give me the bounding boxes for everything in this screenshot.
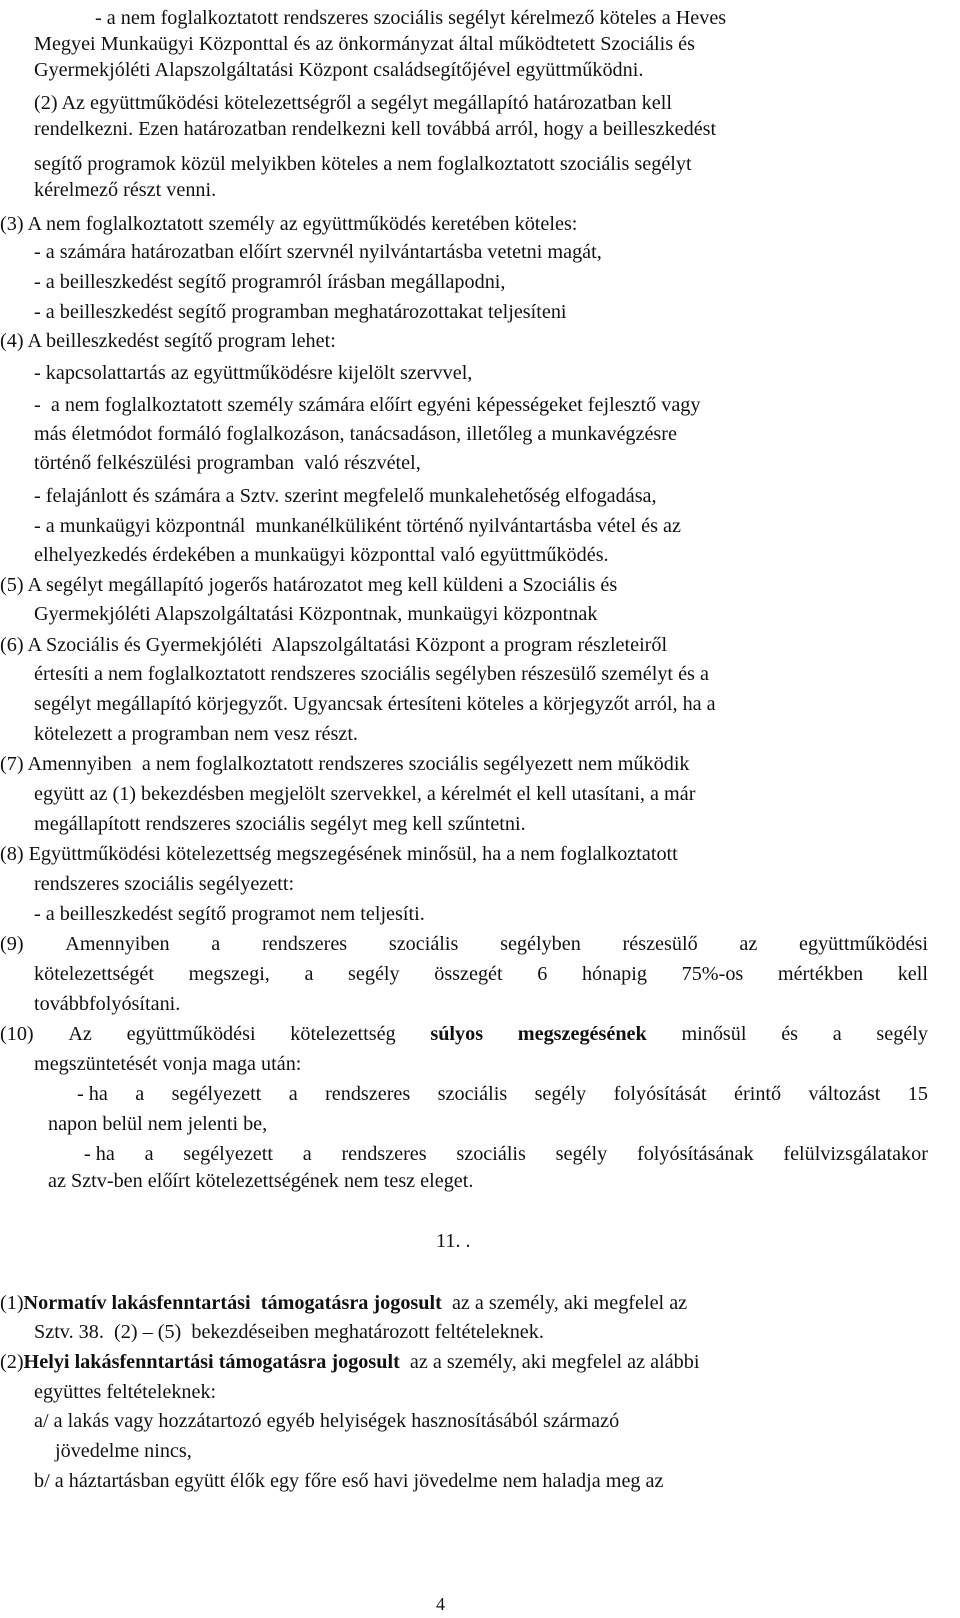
- text-line: az Sztv-ben előírt kötelezettségének nem tesz eleget.: [48, 1170, 474, 1192]
- word: szociális: [456, 1143, 526, 1165]
- text-line: (3) A nem foglalkoztatott személy az együttműködés keretében köteles:: [0, 213, 578, 235]
- word: (10): [0, 1023, 34, 1045]
- word: kell: [897, 963, 928, 985]
- text-line: - a nem foglalkoztatott személy számára előírt egyéni képességeket fejlesztő vagy: [34, 394, 701, 416]
- word: összegét: [434, 963, 503, 985]
- text-line: Megyei Munkaügyi Központtal és az önkormányzat által működtetett Szociális és: [34, 33, 695, 55]
- text-line: (2) Az együttműködési kötelezettségről a segélyt megállapító határozatban kell: [34, 92, 672, 114]
- text-line: - a munkaügyi központnál munkanélküliként történő nyilvántartásba vétel és az: [34, 515, 681, 537]
- text-line: (7) Amennyiben a nem foglalkoztatott rendszeres szociális segélyezett nem működik: [0, 753, 690, 775]
- word: a: [144, 1143, 154, 1165]
- text-line: (4) A beilleszkedést segítő program lehet:: [0, 330, 336, 352]
- text-line: (6) A Szociális és Gyermekjóléti Alapszolgáltatási Központ a program részleteiről: [0, 634, 668, 656]
- word: - ha: [84, 1143, 115, 1165]
- text-line: a/ a lakás vagy hozzátartozó egyéb helyiségek hasznosításából származó: [34, 1410, 620, 1432]
- text-line: kérelmező részt venni.: [34, 179, 217, 201]
- word: kötelezettség: [290, 1023, 396, 1045]
- paragraph-9-line-1: [0, 932, 928, 956]
- word: változást: [808, 1083, 881, 1105]
- page-number: 4: [436, 1594, 445, 1614]
- word: együttműködési: [126, 1023, 256, 1045]
- word: a: [211, 933, 221, 955]
- text-span: az a személy, aki megfelel az alábbi: [399, 1351, 700, 1373]
- bold-word: súlyos: [430, 1023, 484, 1045]
- word: segélyben: [500, 933, 581, 955]
- text-line: együtt az (1) bekezdésben megjelölt szervekkel, a kérelmét el kell utasítani, a már: [34, 783, 696, 805]
- word: együttműködési: [799, 933, 928, 955]
- word: mértékben: [777, 963, 864, 985]
- text-line: napon belül nem jelenti be,: [48, 1113, 268, 1135]
- paragraph-9-line-2: [34, 962, 928, 986]
- text-line: (5) A segélyt megállapító jogerős határozatot meg kell küldeni a Szociális és: [0, 574, 618, 596]
- text-line: - a beilleszkedést segítő programról írásban megállapodni,: [34, 271, 506, 293]
- text-line: - a beilleszkedést segítő programot nem teljesíti.: [34, 903, 425, 925]
- word: a: [288, 1083, 298, 1105]
- word: Az: [68, 1023, 92, 1045]
- section-11-paragraph-1: [0, 1291, 687, 1315]
- word: hónapig: [581, 963, 647, 985]
- word: felülvizsgálatakor: [783, 1143, 928, 1165]
- text-line: b/ a háztartásban együtt élők egy főre eső havi jövedelme nem haladja meg az: [34, 1470, 664, 1492]
- word: (9): [0, 933, 24, 955]
- text-line: jövedelme nincs,: [55, 1440, 192, 1462]
- text-line: - a nem foglalkoztatott rendszeres szociális segélyt kérelmező köteles a Heves: [95, 7, 727, 29]
- word: 75%-os: [681, 963, 744, 985]
- word: az: [739, 933, 758, 955]
- text-line: együttes feltételeknek:: [34, 1381, 217, 1403]
- word: segélyezett: [183, 1143, 273, 1165]
- text-line: - felajánlott és számára a Sztv. szerint megfelelő munkalehetőség elfogadása,: [34, 485, 657, 507]
- text-line: elhelyezkedés érdekében a munkaügyi központtal való együttműködés.: [34, 544, 609, 566]
- bold-phrase: Helyi lakásfenntartási támogatásra jogosult: [23, 1351, 400, 1373]
- paragraph-number: (2): [0, 1351, 24, 1373]
- text-line: Sztv. 38. (2) – (5) bekezdéseiben meghatározott feltételeknek.: [34, 1321, 544, 1343]
- text-line: értesíti a nem foglalkoztatott rendszeres szociális segélyben részesülő személyt és a: [34, 663, 709, 685]
- text-line: segítő programok közül melyikben köteles a nem foglalkoztatott szociális segélyt: [34, 153, 692, 175]
- bold-phrase: Normatív lakásfenntartási támogatásra jogosult: [23, 1292, 442, 1314]
- word: a: [304, 963, 314, 985]
- text-line: kötelezett a programban nem vesz részt.: [34, 723, 358, 745]
- word: szociális: [388, 933, 459, 955]
- text-line: megállapított rendszeres szociális segélyt meg kell szűntetni.: [34, 813, 526, 835]
- paragraph-10-line-5: [84, 1142, 928, 1166]
- word: érintő: [734, 1083, 782, 1105]
- word: rendszeres: [341, 1143, 427, 1165]
- word: 15: [907, 1083, 928, 1105]
- bold-word: megszegésének: [517, 1023, 647, 1045]
- word: megszegi,: [188, 963, 270, 985]
- text-line: - a beilleszkedést segítő programban meghatározottakat teljesíteni: [34, 301, 567, 323]
- text-span: az a személy, aki megfelel az: [441, 1292, 688, 1314]
- text-line: Gyermekjóléti Alapszolgáltatási Központ családsegítőjével együttműködni.: [34, 59, 644, 81]
- word: kötelezettségét: [34, 963, 154, 985]
- word: a: [832, 1023, 842, 1045]
- text-line: megszüntetését vonja maga után:: [34, 1053, 302, 1075]
- word: a: [302, 1143, 312, 1165]
- word: folyósítását: [613, 1083, 707, 1105]
- word: rendszeres: [261, 933, 348, 955]
- paragraph-10-line-1: [0, 1022, 928, 1046]
- text-line: Gyermekjóléti Alapszolgáltatási Központnak, munkaügyi központnak: [34, 603, 598, 625]
- word: 6: [537, 963, 548, 985]
- word: szociális: [437, 1083, 508, 1105]
- text-line: - kapcsolattartás az együttműködésre kijelölt szervvel,: [34, 362, 473, 384]
- word: rendszeres: [325, 1083, 411, 1105]
- word: segélyezett: [171, 1083, 262, 1105]
- word: a: [135, 1083, 145, 1105]
- word: minősül: [681, 1023, 747, 1045]
- word: Amennyiben: [65, 933, 170, 955]
- word: részesülő: [622, 933, 698, 955]
- word: segély: [534, 1083, 587, 1105]
- word: segély: [876, 1023, 928, 1045]
- text-line: történő felkészülési programban való részvétel,: [34, 452, 421, 474]
- word: folyósításának: [636, 1143, 754, 1165]
- paragraph-number: (1): [0, 1292, 24, 1314]
- text-line: továbbfolyósítani.: [34, 993, 181, 1015]
- section-heading: 11. .: [436, 1230, 471, 1252]
- text-line: segélyt megállapító körjegyzőt. Ugyancsak értesíteni köteles a körjegyzőt arról, ha a: [34, 693, 716, 715]
- text-line: más életmódot formáló foglalkozáson, tanácsadáson, illetőleg a munkavégzésre: [34, 423, 677, 445]
- text-line: - a számára határozatban előírt szervnél nyilvántartásba vetetni magát,: [34, 241, 602, 263]
- word: segély: [348, 963, 400, 985]
- text-line: (8) Együttműködési kötelezettség megszegésének minősül, ha a nem foglalkoztatott: [0, 843, 678, 865]
- word: és: [781, 1023, 799, 1045]
- section-11-paragraph-2: [0, 1350, 699, 1374]
- word: segély: [555, 1143, 608, 1165]
- text-line: rendelkezni. Ezen határozatban rendelkezni kell továbbá arról, hogy a beilleszkedést: [34, 118, 717, 140]
- word: - ha: [77, 1083, 108, 1105]
- paragraph-10-line-3: [77, 1082, 928, 1106]
- text-line: rendszeres szociális segélyezett:: [34, 873, 295, 895]
